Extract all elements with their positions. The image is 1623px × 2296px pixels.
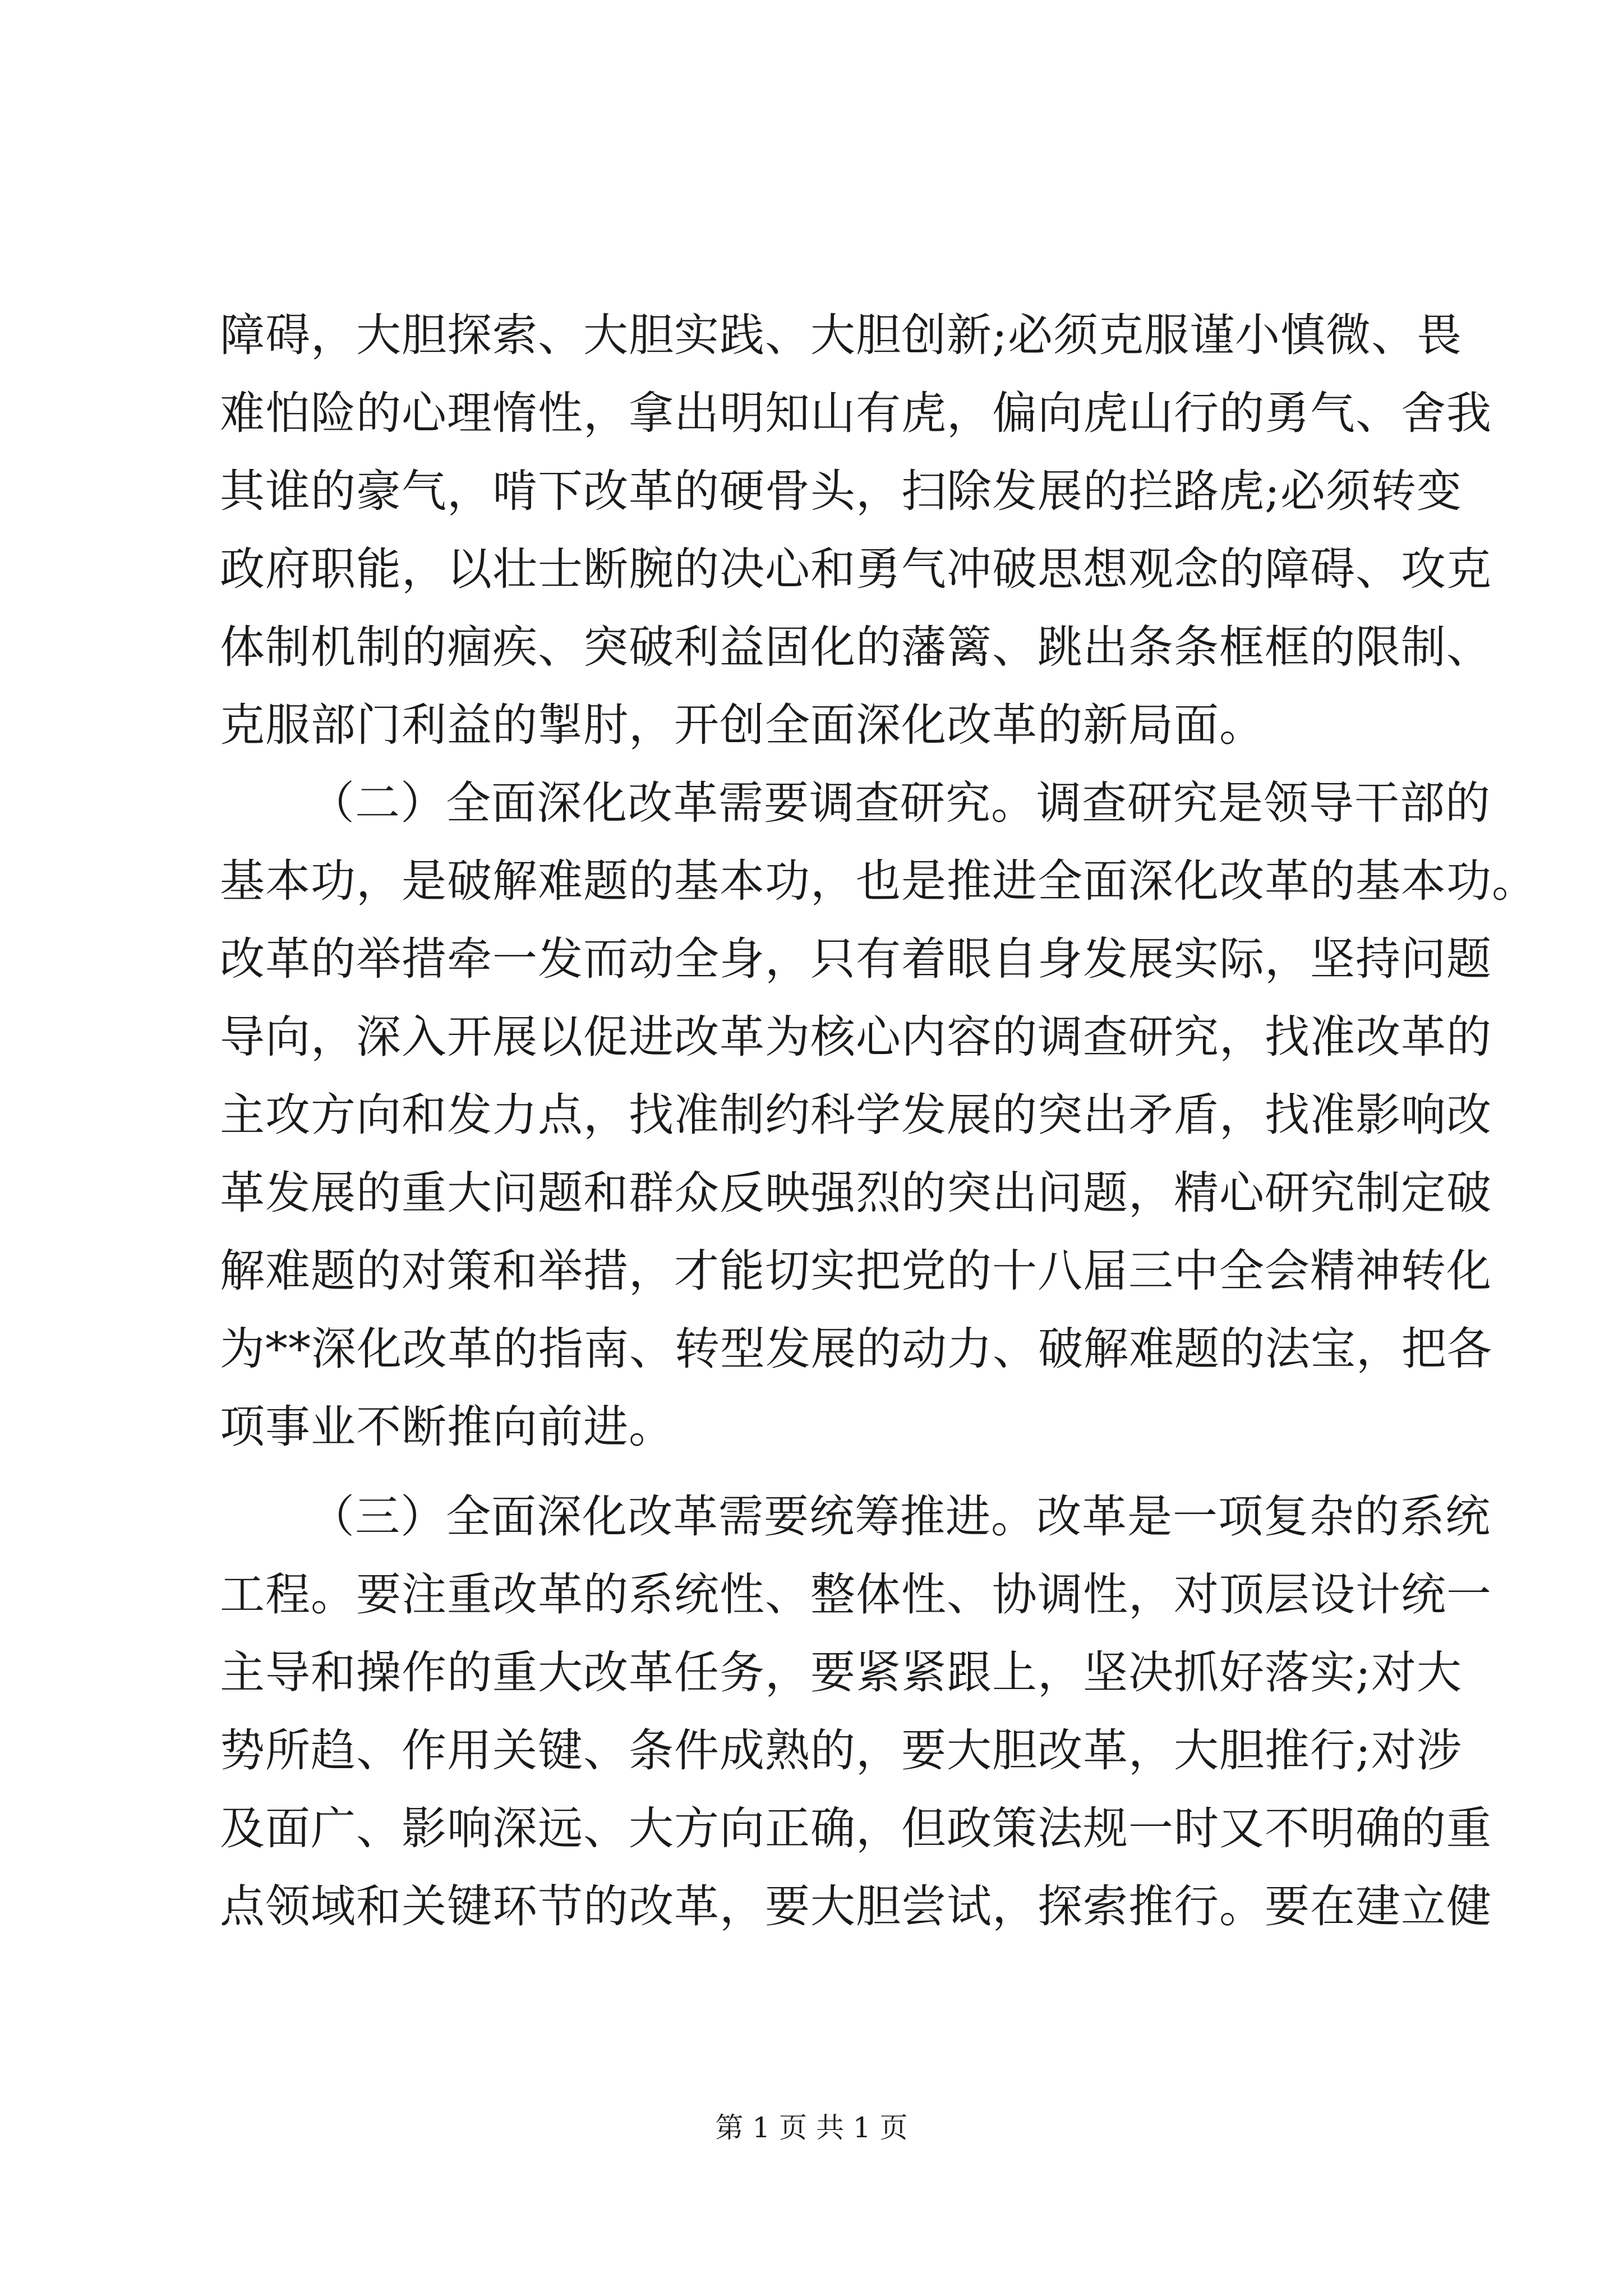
text-line: 改革的举措牵一发而动全身，只有着眼自身发展实际，坚持问题 xyxy=(220,933,1492,985)
text-line: 难怕险的心理惰性，拿出明知山有虎，偏向虎山行的勇气、舍我 xyxy=(220,387,1492,439)
text-line: 项事业不断推向前进。 xyxy=(220,1401,674,1453)
paragraph-gap xyxy=(220,1466,1431,1478)
section-heading-line: （三）全面深化改革需要统筹推进。改革是一项复杂的系统 xyxy=(310,1490,1491,1543)
text-line: 障碍，大胆探索、大胆实践、大胆创新;必须克服谨小慎微、畏 xyxy=(220,309,1462,361)
text-line: 基本功，是破解难题的基本功，也是推进全面深化改革的基本功。 xyxy=(220,855,1537,907)
document-body xyxy=(220,296,1537,1945)
text-line: 及面广、影响深远、大方向正确，但政策法规一时又不明确的重 xyxy=(220,1802,1492,1855)
text-line: 工程。要注重改革的系统性、整体性、协调性，对顶层设计统一 xyxy=(220,1568,1492,1621)
text-line: 政府职能，以壮士断腕的决心和勇气冲破思想观念的障碍、攻克 xyxy=(220,543,1492,595)
text-line: 其谁的豪气，啃下改革的硬骨头，扫除发展的拦路虎;必须转变 xyxy=(220,465,1462,517)
text-line: 为**深化改革的指南、转型发展的动力、破解难题的法宝，把各 xyxy=(220,1323,1492,1375)
text-line: 解难题的对策和举措，才能切实把党的十八届三中全会精神转化 xyxy=(220,1245,1492,1297)
text-line: 体制机制的痼疾、突破利益固化的藩篱、跳出条条框框的限制、 xyxy=(220,621,1492,673)
text-line: 导向，深入开展以促进改革为核心内容的调查研究，找准改革的 xyxy=(220,1011,1492,1063)
text-line: 克服部门利益的掣肘，开创全面深化改革的新局面。 xyxy=(220,699,1265,751)
page-footer: 第 1 页 共 1 页 xyxy=(715,2111,908,2144)
text-line: 主攻方向和发力点，找准制约科学发展的突出矛盾，找准影响改 xyxy=(220,1089,1492,1141)
text-line: 势所趋、作用关键、条件成熟的，要大胆改革，大胆推行;对涉 xyxy=(220,1724,1462,1777)
text-line: 革发展的重大问题和群众反映强烈的突出问题，精心研究制定破 xyxy=(220,1167,1492,1219)
text-line: 点领域和关键环节的改革，要大胆尝试，探索推行。要在建立健 xyxy=(220,1880,1492,1932)
section-heading-line: （二）全面深化改革需要调查研究。调查研究是领导干部的 xyxy=(310,777,1491,829)
text-line: 主导和操作的重大改革任务，要紧紧跟上，坚决抓好落实;对大 xyxy=(220,1646,1462,1699)
